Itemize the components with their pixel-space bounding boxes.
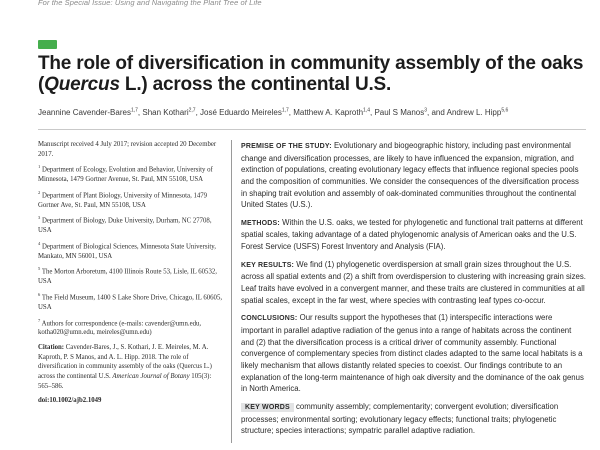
abstract-section-label: METHODS:	[241, 219, 280, 227]
title-genus-italic: Quercus	[44, 74, 120, 96]
abstract-section-label: PREMISE OF THE STUDY:	[241, 143, 332, 150]
author-name: , Paul S Manos$^3$	[370, 107, 428, 117]
abstract-section: KEY RESULTS: We find (1) phylogenetic overdispersion at small grain sizes throughout the U.S. across all spatial extents and (2) a shift from overdispersion to clustering with increasing grain sizes. Leaf traits have evolved in a convergent manner, and these traits are clustered in communities at all spatial scales, except in the far west, where species with contrasting leaf types co-occur.	[241, 259, 586, 305]
paper-title	[38, 53, 586, 96]
affiliation-item: $^6$ The Field Museum, 1400 S Lake Shore Drive, Chicago, IL 60605, USA	[38, 292, 223, 311]
abstract-section: PREMISE OF THE STUDY: Evolutionary and biogeographic history, including past environmental change and diversification processes, are likely to have influenced the expansion, migration, and extinction of populations, creating evolutionary legacy effects that influence regional species pools and the composition of communities. We consider the consequences of the diversification process in shaping trait evolution and assembly of oak-dominated communities throughout the continental United States (U.S.).	[241, 141, 579, 210]
abstract-column	[231, 140, 586, 443]
abstract-section-label: KEY RESULTS:	[241, 261, 295, 269]
abstract-sections	[241, 140, 586, 395]
keywords	[241, 401, 586, 437]
affiliation-item: $^7$ Authors for correspondence (e-mails: cavender@umn.edu, kotha020@umn.edu, meireles@umn.edu)	[38, 317, 202, 337]
citation-pages: 105(3): 565–586.	[38, 373, 212, 390]
affiliation-item: $^1$ Department of Ecology, Evolution and Behavior, University of Minnesota, 1479 Gortner Avenue, St. Paul, MN 55108, USA	[38, 164, 213, 184]
author-list	[38, 107, 586, 117]
header-divider	[38, 129, 586, 130]
abstract-section: METHODS: Within the U.S. oaks, we tested for phylogenetic and functional trait patterns at different spatial scales, taking advantage of a dated phylogenomic analysis of American oaks and the U.S. Forest Service (USFS) Forest Inventory and Analysis (FIA).	[241, 217, 583, 252]
affiliation-item: $^3$ Department of Biology, Duke University, Durham, NC 27708, USA	[38, 215, 212, 235]
author-name: , Shan Kothari$^{2,7}$	[137, 107, 196, 117]
citation-label: Citation:	[38, 344, 66, 352]
title-text-pre: The role of diversification in community assembly of the oaks (	[38, 53, 584, 96]
author-name: , and Andrew L. Hipp$^{5,6}$	[427, 107, 509, 117]
article-info-column	[38, 140, 226, 411]
keywords-text: community assembly; complementarity; convergent evolution; diversification processes; environmental sorting; evolutionary legacy effects; functional traits; phylogenetic structure; species interactions; sympatric parallel adaptive radiation.	[241, 402, 559, 436]
author-name: , José Eduardo Meireles$^{1,7}$	[195, 107, 289, 117]
abstract-section-label: CONCLUSIONS:	[241, 315, 298, 323]
citation	[38, 343, 226, 391]
manuscript-received: Manuscript received 4 July 2017; revision accepted 20 December 2017.	[38, 141, 217, 158]
affiliation-list	[38, 164, 226, 338]
title-text-post: L.) across the continental U.S.	[119, 74, 392, 96]
affiliation-item: $^2$ Department of Plant Biology, University of Minnesota, 1479 Gortner Ave, St. Paul, MN 55108, USA	[38, 189, 208, 209]
special-issue-tag-icon	[38, 40, 57, 49]
author-name: Jeannine Cavender-Bares$^{1,7}$	[38, 107, 138, 117]
two-column-body	[38, 140, 586, 443]
author-name: , Matthew A. Kaproth$^{1,4}$	[288, 107, 370, 117]
affiliation-item: $^5$ The Morton Arboretum, 4100 Illinois Route 53, Lisle, IL 60532, USA	[38, 266, 217, 286]
doi: doi:10.1002/ajb2.1049	[38, 397, 102, 405]
keywords-label: KEY WORDS	[241, 403, 294, 412]
citation-text: Cavender-Bares, J., S. Kothari, J. E. Meireles, M. A. Kaproth, P. S Manos, and A. L. Hipp. 2018. The role of diversification in community assembly of the oaks (Quercus L.) across the continental U.S.	[38, 344, 212, 381]
abstract-section: CONCLUSIONS: Our results support the hypotheses that (1) interspecific interactions were important in parallel adaptive radiation of the genus into a range of habitats across the continent and (2) that the diversification process is a critical driver of community assembly. Functional convergence of complementary species from distinct clades adapted to the same local habitats is a likely mechanism that allows distantly related species to coexist. Our findings contribute to an explanation of the long-term maintenance of high oak diversity and the dominance of the oak genus in North America.	[241, 313, 584, 394]
special-issue-line: For the Special Issue: Using and Navigating the Plant Tree of Life	[38, 0, 262, 7]
citation-journal: American Journal of Botany	[112, 373, 190, 381]
affiliation-item: $^4$ Department of Biological Sciences, Minnesota State University, Mankato, MN 56001, USA	[38, 240, 216, 260]
